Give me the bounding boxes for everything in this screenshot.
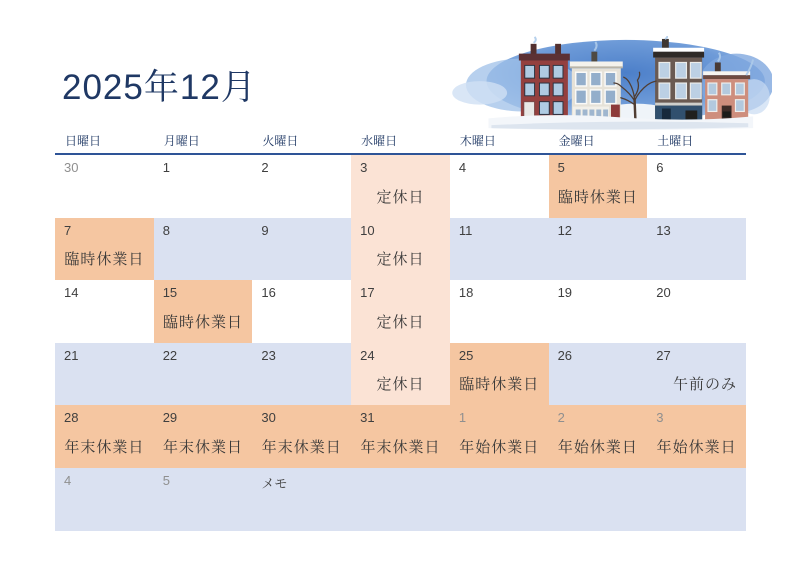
day-status-label: 定休日 (376, 376, 425, 394)
date-number: 30 (261, 410, 276, 426)
date-number: 11 (458, 222, 473, 238)
day-status-label: 年末休業日 (64, 438, 145, 456)
calendar-week-row (55, 218, 746, 281)
day-status-label: 臨時休業日 (163, 313, 244, 331)
date-number: 25 (458, 347, 474, 363)
calendar-cell (549, 155, 648, 218)
day-status-label: 定休日 (376, 313, 425, 331)
date-number: 21 (64, 347, 79, 363)
date-number: 1 (162, 160, 170, 175)
calendar-cell (647, 155, 746, 218)
date-number: 3 (656, 410, 664, 426)
calendar-cell (252, 218, 351, 281)
calendar-cell (647, 468, 746, 531)
calendar-cell (351, 405, 450, 468)
calendar-cell (154, 155, 253, 218)
calendar-cell (450, 218, 549, 281)
calendar-cell (450, 343, 549, 406)
date-number: 26 (557, 347, 573, 363)
calendar-cell (55, 218, 154, 281)
calendar-week-row (55, 468, 746, 531)
day-status-label: 定休日 (376, 251, 425, 269)
date-number: 27 (656, 347, 671, 363)
date-number: 16 (261, 285, 276, 301)
calendar-grid (55, 155, 746, 531)
day-status-label: 臨時休業日 (557, 188, 638, 206)
day-status-label: 年始休業日 (459, 438, 540, 456)
calendar-cell (549, 468, 648, 531)
calendar-cell (450, 468, 549, 531)
date-number: 9 (261, 222, 269, 238)
calendar-cell (351, 468, 450, 531)
date-number: 5 (162, 472, 170, 488)
calendar-cell (252, 280, 351, 343)
calendar-cell (647, 343, 746, 406)
calendar-cell (647, 218, 746, 281)
weekday-header: 月曜日 (163, 134, 200, 148)
date-number: 4 (458, 160, 467, 175)
date-number: 31 (360, 410, 375, 426)
calendar-cell (351, 218, 450, 281)
day-status-label: 年始休業日 (557, 438, 638, 456)
calendar-cell (252, 155, 351, 218)
date-number: 23 (261, 347, 276, 363)
date-number: 6 (656, 160, 664, 175)
calendar-cell (55, 155, 154, 218)
date-number: 1 (458, 410, 467, 426)
calendar-week-row (55, 405, 746, 468)
calendar-cell (55, 280, 154, 343)
calendar-cell (154, 280, 253, 343)
weekday-header: 木曜日 (459, 134, 496, 148)
date-number: メモ (261, 475, 288, 491)
date-number: 18 (458, 285, 474, 301)
day-status-label: 年末休業日 (163, 438, 244, 456)
date-number: 24 (360, 347, 375, 363)
weekday-header: 日曜日 (65, 134, 102, 148)
calendar-cell (154, 468, 253, 531)
date-number: 19 (557, 285, 573, 301)
brown-house (653, 39, 704, 120)
calendar-cell (450, 155, 549, 218)
calendar-week-row (55, 280, 746, 343)
date-number: 12 (557, 222, 573, 238)
page-title: 2025年12月 (62, 68, 257, 107)
calendar-cell (252, 343, 351, 406)
date-number: 10 (360, 222, 375, 238)
calendar-cell (55, 468, 154, 531)
date-number: 4 (64, 472, 72, 488)
day-status-label: 臨時休業日 (64, 251, 145, 269)
day-status-label: 年始休業日 (656, 438, 737, 456)
calendar-cell (450, 280, 549, 343)
calendar-cell (450, 405, 549, 468)
calendar-cell (549, 405, 648, 468)
date-number: 2 (261, 160, 269, 175)
red-house (519, 44, 570, 121)
calendar-cell (252, 405, 351, 468)
date-number: 7 (64, 222, 72, 238)
date-number: 17 (360, 285, 375, 301)
calendar-cell (549, 280, 648, 343)
day-status-label: 臨時休業日 (459, 376, 540, 394)
calendar-cell (154, 218, 253, 281)
calendar-cell (154, 405, 253, 468)
calendar-week-row (55, 155, 746, 218)
monthly-calendar (55, 131, 746, 531)
winter-houses-illustration (450, 36, 772, 134)
calendar-cell (252, 468, 351, 531)
date-number: 5 (557, 160, 565, 175)
cream-house (570, 52, 623, 122)
calendar-cell (647, 405, 746, 468)
calendar-cell (647, 280, 746, 343)
weekday-header: 火曜日 (262, 134, 299, 148)
day-status-label: 定休日 (376, 188, 425, 206)
date-number: 30 (64, 160, 79, 175)
calendar-cell (154, 343, 253, 406)
date-number: 22 (162, 347, 178, 363)
date-number: 8 (162, 222, 170, 238)
date-number: 13 (656, 222, 671, 238)
calendar-cell (351, 155, 450, 218)
day-status-label: 年末休業日 (261, 438, 342, 456)
calendar-cell (351, 343, 450, 406)
day-status-label: 午前のみ (672, 376, 737, 394)
calendar-cell (351, 280, 450, 343)
calendar-cell (55, 343, 154, 406)
calendar-cell (549, 343, 648, 406)
calendar-week-row (55, 343, 746, 406)
day-status-label: 年末休業日 (360, 438, 441, 456)
date-number: 29 (162, 410, 178, 426)
date-number: 28 (64, 410, 79, 426)
weekday-header: 水曜日 (361, 134, 398, 148)
calendar-cell (55, 405, 154, 468)
calendar-cell (549, 218, 648, 281)
date-number: 3 (360, 160, 368, 175)
date-number: 15 (162, 285, 178, 301)
date-number: 14 (64, 285, 79, 301)
date-number: 2 (557, 410, 565, 426)
weekday-header: 土曜日 (657, 134, 694, 148)
weekday-header-row (55, 131, 746, 155)
date-number: 20 (656, 285, 671, 301)
weekday-header: 金曜日 (558, 134, 595, 148)
